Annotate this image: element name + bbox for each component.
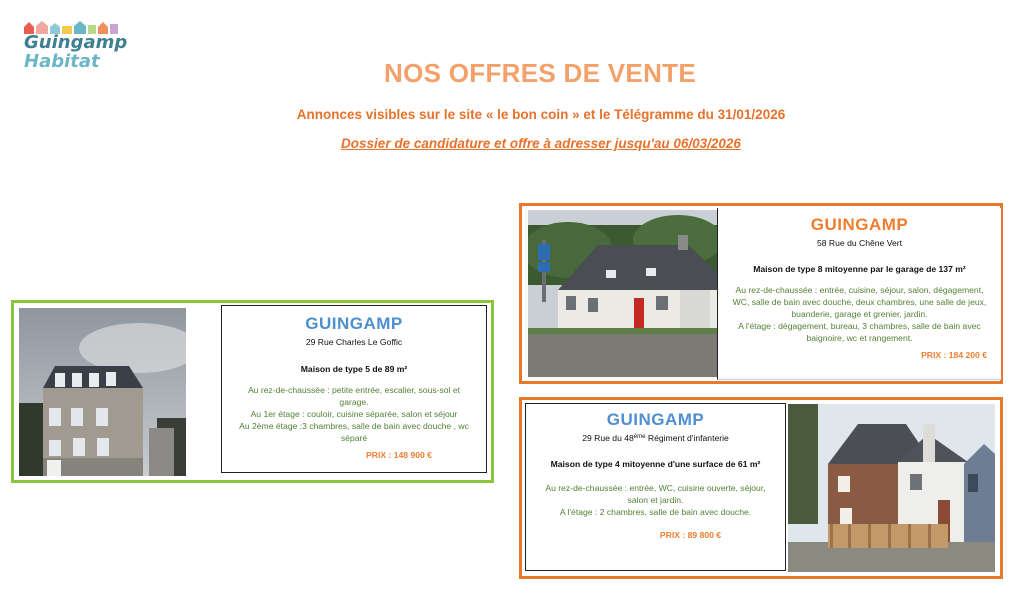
listing-1-line: Au 1er étage : couloir, cuisine séparée, salon et séjour — [250, 409, 458, 419]
listing-1-address: 29 Rue Charles Le Goffic — [305, 337, 403, 347]
listing-3-address-post: Régiment d'infanterie — [645, 433, 729, 443]
logo-text-line2: Habitat — [24, 51, 100, 72]
listing-3-address-sup: ème — [633, 434, 646, 440]
listing-card-1 — [221, 305, 487, 473]
page-subtitle: Annonces visibles sur le site « le bon coin » et le Télégramme du 31/01/2026 — [296, 107, 786, 122]
listing-photo-1 — [19, 308, 186, 476]
listing-3-address-pre: 29 Rue du 48 — [582, 433, 634, 443]
listing-3-description — [526, 482, 785, 518]
listing-2-city: GUINGAMP — [810, 215, 909, 234]
listing-2-line: Au rez-de-chaussée : entrée, cuisine, séjour, salon, dégagement, WC, salle de bain avec douche, deux chambres, une salle de jeux, buanderie, garage et grenier, jardin. — [732, 285, 987, 319]
listing-1-line: Au 2ème étage :3 chambres, salle de bain avec douche , wc séparé — [239, 421, 469, 443]
listing-photo-2 — [528, 210, 717, 377]
listing-3-price: PRIX : 89 800 € — [659, 530, 722, 540]
page-title: NOS OFFRES DE VENTE — [384, 58, 696, 88]
listing-1-city: GUINGAMP — [305, 314, 403, 333]
listing-2-price: PRIX : 184 200 € — [921, 350, 987, 360]
listing-2-description — [718, 284, 1001, 344]
listing-3-city: GUINGAMP — [606, 410, 705, 429]
listing-photo-3 — [788, 404, 995, 572]
deadline-notice: Dossier de candidature et offre à adresser jusqu'au 06/03/2026 — [341, 136, 741, 151]
listing-2-type: Maison de type 8 mitoyenne par le garage de 137 m² — [753, 264, 966, 274]
listing-card-2 — [717, 208, 1001, 380]
listing-3-line: A l'étage : 2 chambres, salle de bain avec douche. — [559, 507, 752, 517]
listing-1-type: Maison de type 5 de 89 m² — [300, 364, 408, 374]
listing-1-line: Au rez-de-chaussée : petite entrée, escalier, sous-sol et garage. — [247, 385, 461, 407]
listing-card-3 — [525, 403, 786, 571]
logo-text-line1: Guingamp — [24, 32, 128, 53]
listing-2-line: A l'étage : dégagement, bureau, 3 chambres, salle de bain avec baignoire, wc et rangement. — [738, 321, 981, 343]
listing-3-address — [526, 433, 785, 443]
listing-3-line: Au rez-de-chaussée : entrée, WC, cuisine ouverte, séjour, salon et jardin. — [545, 483, 766, 505]
listing-1-description — [222, 384, 486, 444]
listing-3-type: Maison de type 4 mitoyenne d'une surface de 61 m² — [550, 459, 761, 469]
listing-2-address: 58 Rue du Chêne Vert — [816, 238, 903, 248]
listing-1-price: PRIX : 148 900 € — [366, 450, 432, 460]
